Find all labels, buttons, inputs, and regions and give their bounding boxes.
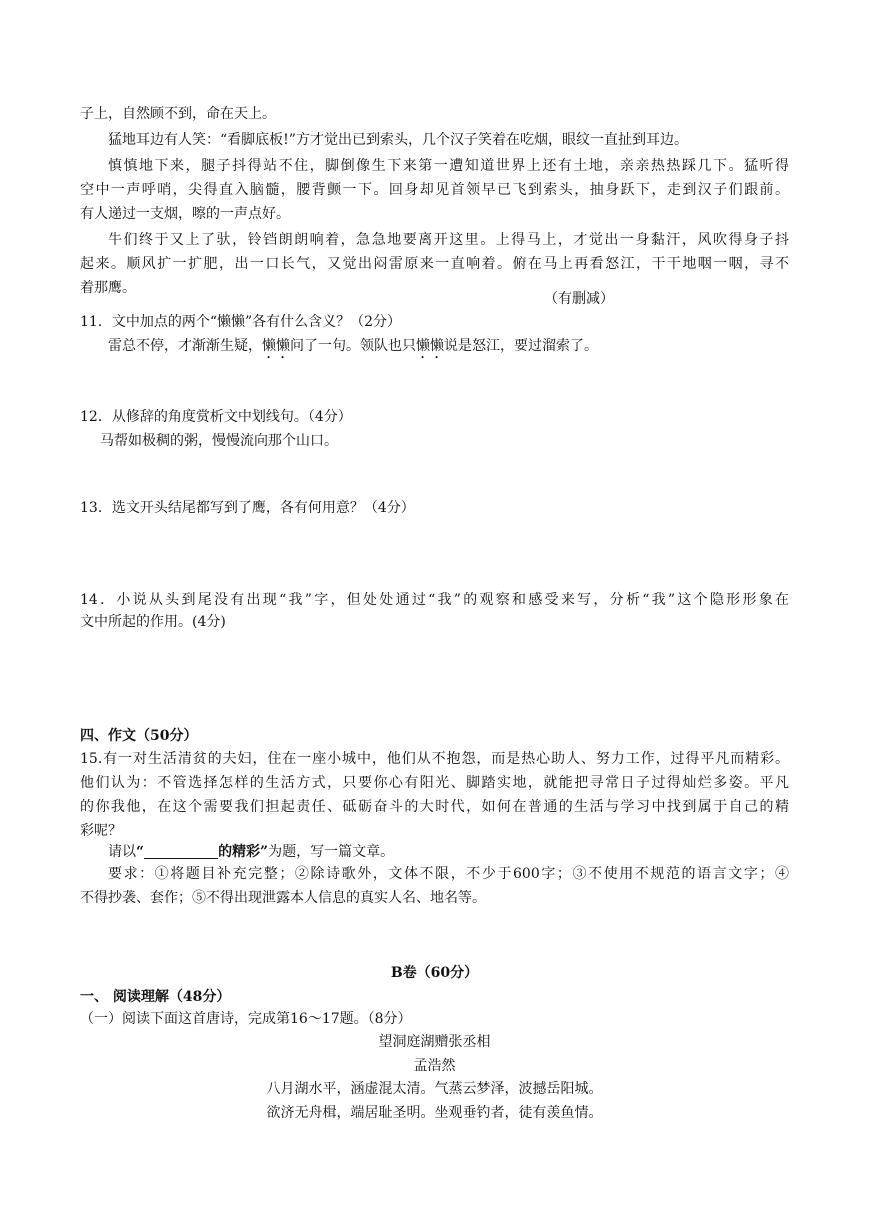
title-blank	[144, 842, 218, 859]
question-prompt: 15.有一对生活清贫的夫妇，住在一座小城中，他们从不抱怨，而是热心助人、努力工作，过得平凡而精彩。	[80, 751, 789, 767]
requirements: 要求：①将题目补充完整；②除诗歌外，文体不限，不少于600字；③不使用不规范的语言文字；④	[108, 866, 789, 882]
question-prompt: 14．小说从头到尾没有出现“我”字，但处处通过“我”的观察和感受来写，分析“我”这个隐形形象在	[80, 592, 789, 608]
title-prefix: 请以	[108, 844, 136, 860]
passage-line: 牛们终于又上了驮，铃铛朗朗响着，急急地要离开这里。上得马上，才觉出一身黏汗，风吹得身子抖	[108, 232, 789, 248]
question-prompt: 12．从修辞的角度赏析文中划线句。（4分）	[80, 409, 352, 425]
question-prompt: 文中所起的作用。(4分)	[80, 614, 226, 630]
poem-line: 八月湖水平，涵虚混太清。气蒸云梦泽，波撼岳阳城。	[266, 1081, 603, 1097]
poem-title: 望洞庭湖赠张丞相	[378, 1034, 491, 1050]
section-heading: 一、 阅读理解（48分）	[80, 989, 231, 1005]
passage-line: 空中一声呼哨，尖得直入脑髓，腰背颤一下。回身却见首领早已飞到索头，抽身跃下，走到汉子们跟前。	[80, 182, 789, 198]
title-open-quote: “	[136, 844, 145, 860]
passage-line: 着那鹰。	[80, 280, 136, 296]
poem-author: 孟浩然	[413, 1058, 456, 1074]
essay-title-line	[108, 841, 394, 863]
part-heading: B卷（60分）	[390, 965, 479, 981]
dotted-word: 懒懒	[416, 338, 444, 354]
question-prompt: 11．文中加点的两个“懒懒”各有什么含义？（2分）	[80, 314, 402, 330]
question-quote	[108, 335, 598, 362]
question-prompt: 彩呢？	[80, 823, 122, 839]
subsection-prompt: （一）阅读下面这首唐诗，完成第16～17题。（8分）	[80, 1011, 412, 1027]
requirements: 不得抄袭、套作；⑤不得出现泄露本人信息的真实人名、地名等。	[80, 890, 486, 906]
section-heading: 四、作文（50分）	[80, 728, 198, 744]
passage-line: 有人递过一支烟，嚓的一声点好。	[80, 206, 290, 222]
quote-text: 说是怒江，要过溜索了。	[444, 338, 598, 354]
poem-line: 欲济无舟楫，端居耻圣明。坐观垂钓者，徒有羡鱼情。	[266, 1105, 603, 1121]
dotted-word: 懒懒	[262, 338, 290, 354]
question-prompt: 的你我他，在这个需要我们担起责任、砥砺奋斗的大时代，如何在普通的生活与学习中找到属于自己的精	[80, 799, 789, 815]
passage-line: 猛地耳边有人笑：“看脚底板!”方才觉出已到索头，几个汉子笑着在吃烟，眼纹一直扯到耳边。	[108, 132, 688, 148]
source-note: （有删减）	[544, 291, 614, 307]
quote-text: 问了一句。领队也只	[290, 338, 416, 354]
quote-text: 雷总不停，才渐渐生疑，	[108, 338, 262, 354]
question-prompt: 他们认为：不管选择怎样的生活方式，只要你心有阳光、脚踏实地，就能把寻常日子过得灿烂多姿。平凡	[80, 775, 789, 791]
question-prompt: 13．选文开头结尾都写到了鹰，各有何用意？（4分）	[80, 500, 415, 516]
passage-line: 慎慎地下来，腿子抖得站不住，脚倒像生下来第一遭知道世界上还有土地，亲亲热热踩几下。猛听得	[108, 158, 789, 174]
title-bold: 的精彩”	[218, 844, 269, 860]
passage-line: 子上，自然顾不到，命在天上。	[80, 106, 276, 122]
question-quote: 马帮如极稠的粥，慢慢流向那个山口。	[100, 433, 338, 449]
passage-line: 起来。顺风扩一扩肥，出一口长气，又觉出闷雷原来一直响着。俯在马上再看怒江，干干地咽一咽，寻不	[80, 256, 789, 272]
title-suffix: 为题，写一篇文章。	[268, 844, 395, 860]
